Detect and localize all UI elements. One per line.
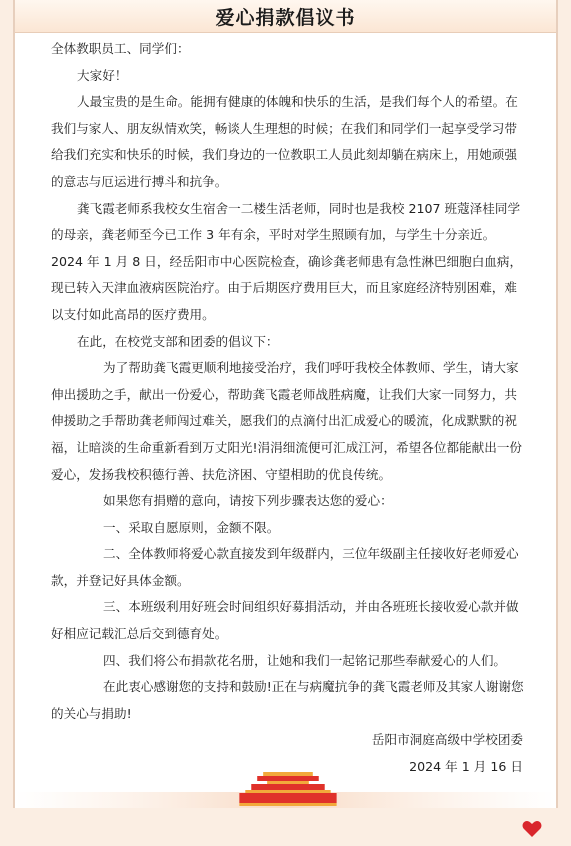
step-3: 三、本班级利用好班会时间组织好募捐活动，并由各班班长接收爱心款并做好相应记载汇总后交到德育处。: [51, 599, 519, 642]
step-1: 一、采取自愿原则，金额不限。: [103, 519, 280, 535]
thanks-paragraph: 在此衷心感谢您的支持和鼓励!正在与病魔抗争的龚飞霞老师及其家人谢谢您的关心与捐助!: [51, 679, 524, 721]
signature: 岳阳市洞庭高级中学校团委: [371, 732, 523, 748]
heart-icon: [522, 820, 542, 838]
page-title: 爱心捐款倡议书: [215, 7, 356, 29]
greeting: 大家好！: [77, 67, 128, 83]
title-bar: [15, 0, 556, 33]
appeal-paragraph: 为了帮助龚飞霞更顺利地接受治疗，我们呼吁我校全体教师、学生，请大家伸出援助之手，献出一份爱心，帮助龚飞霞老师战胜病魔，让我们大家一同努力，共伸援助之手帮助龚老师闯过难关，愿我们的点滴付出汇成爱心的暖流，化成默默的祝福，让暗淡的生命重新看到万丈阳光!涓涓细流便可汇成江河，希望各位都能献出一份爱心，发扬我校积德行善、扶危济困、守望相助的优良传统。: [51, 360, 523, 482]
paragraph-3: 在此，在校党支部和团委的倡议下：: [77, 333, 279, 349]
salutation: 全体教职员工、同学们：: [51, 41, 190, 56]
letter-body: [51, 36, 525, 781]
step-2: 二、全体教师将爱心款直接发到年级群内，三位年级副主任接收好老师爱心款，并登记好具体金额。: [51, 546, 519, 588]
step-4: 四、我们将公布捐款花名册，让她和我们一起铭记那些奉献爱心的人们。: [103, 652, 506, 668]
temple-gate-icon: [15, 758, 556, 808]
date: 2024 年 1 月 16 日: [409, 759, 523, 775]
letter-frame: [13, 0, 558, 808]
paragraph-2: 龚飞霞老师系我校女生宿舍一二楼生活老师，同时也是我校 2107 班蔻泽桂同学的母亲，龚老师至今已工作 3 年有余，平时对学生照顾有加，与学生十分亲近。2024 年 1 月 8 日，经岳阳市中心医院检查，确诊龚老师患有急性淋巴细胞白血病，现已转入天津血液病医院治疗。由于后期医疗费用巨大，而且家庭经济特别困难，难以支付如此高昂的医疗费用。: [51, 200, 523, 322]
steps-intro: 如果您有捐赠的意向，请按下列步骤表达您的爱心：: [103, 493, 393, 509]
paragraph-1: 人最宝贵的是生命。能拥有健康的体魄和快乐的生活，是我们每个人的希望。在我们与家人、朋友纵情欢笑，畅谈人生理想的时候；在我们和同学们一起享受学习带给我们充实和快乐的时候，我们身边的一位教职工人员此刻却躺在病床上，用她顽强的意志与厄运进行搏斗和抗争。: [51, 94, 518, 189]
